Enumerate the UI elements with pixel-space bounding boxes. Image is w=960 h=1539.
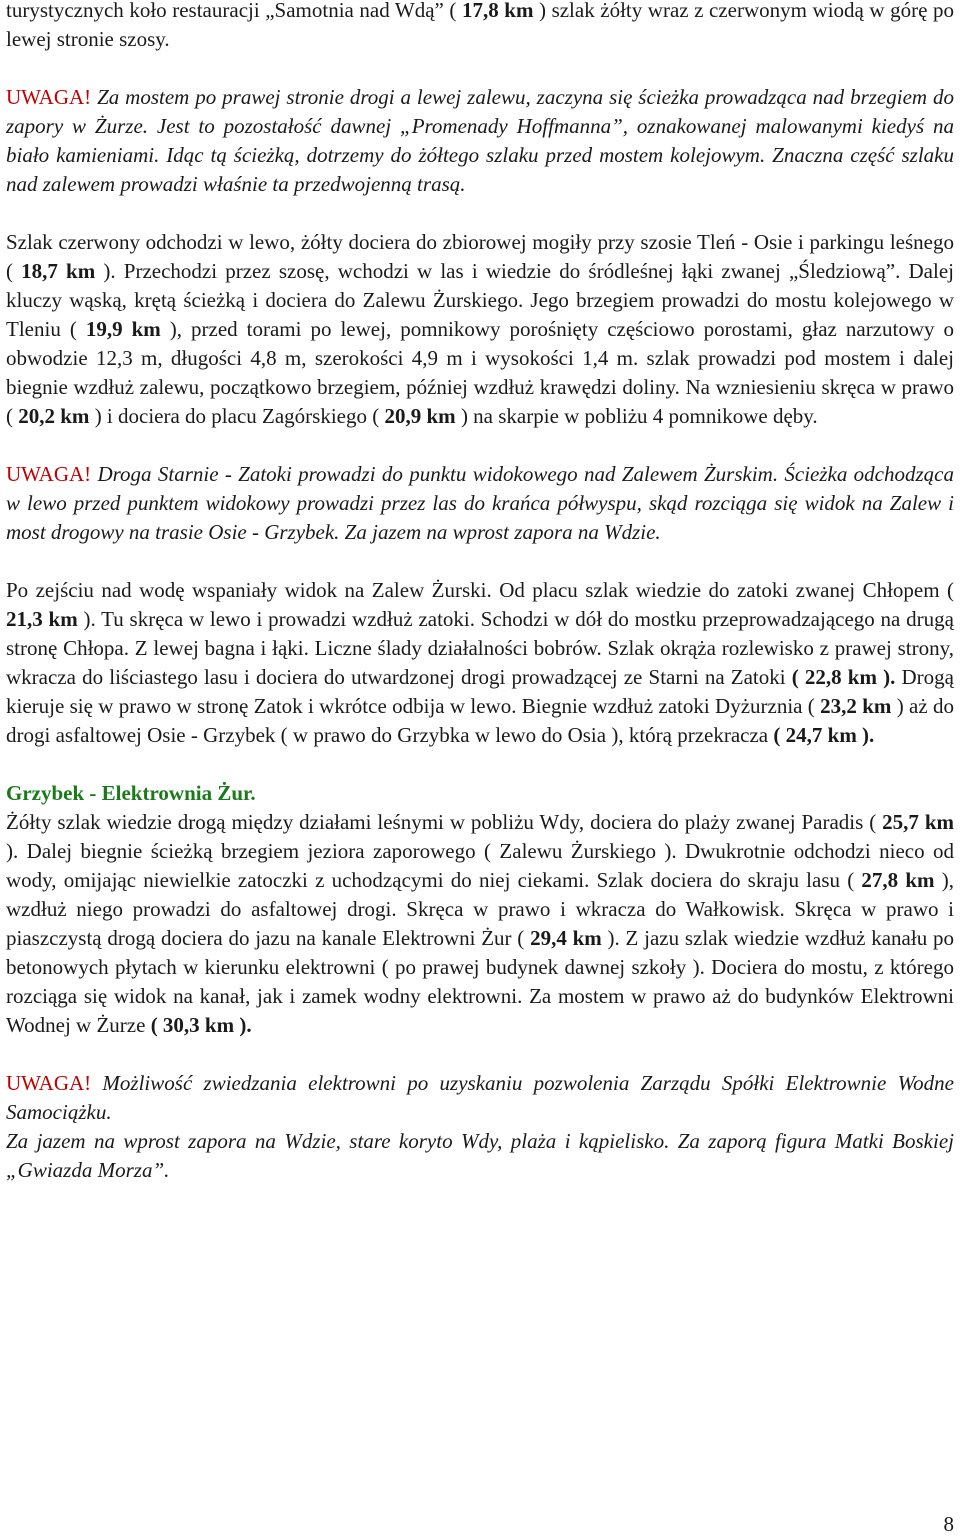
paragraph-3	[6, 228, 954, 431]
distance-marker: 21,3 km	[6, 607, 78, 631]
warning-label: UWAGA!	[6, 85, 92, 109]
text-span: Żółty szlak wiedzie drogą między działami leśnymi w pobliżu Wdy, dociera do plaży zwanej Paradis (	[6, 810, 883, 834]
distance-marker: 27,8 km	[861, 868, 935, 892]
text-span: ) aż do drogi asfaltowej Osie - Grzybek ( w prawo do Grzybka w lewo do Osia ), którą przekracza	[6, 694, 954, 747]
text-span: Drogą kieruje się w prawo w stronę Zatok i wkrótce odbija w lewo. Biegnie wzdłuż zatoki Dyżurznia (	[6, 665, 954, 718]
paragraph-5	[6, 576, 954, 750]
paragraph-1	[6, 0, 954, 54]
paragraph-6-warning	[6, 1069, 954, 1127]
text-span: ) na skarpie w pobliżu 4 pomnikowe dęby.	[455, 404, 818, 428]
warning-text: Możliwość zwiedzania elektrowni po uzyskaniu pozwolenia Zarządu Spółki Elektrownie Wodne Samociążku.	[6, 1071, 954, 1124]
warning-label: UWAGA!	[6, 462, 92, 486]
text-span: Po zejściu nad wodę wspaniały widok na Zalew Żurski. Od placu szlak wiedzie do zatoki zwanej Chłopem (	[6, 578, 954, 602]
text-span: Szlak czerwony odchodzi w lewo, żółty dociera do zbiorowej mogiły przy szosie Tleń - Osie i parkingu leśnego (	[6, 230, 954, 283]
paragraph-7	[6, 1127, 954, 1185]
distance-marker: 20,2 km	[18, 404, 90, 428]
distance-marker: 19,9 km	[85, 317, 161, 341]
paragraph-4-warning	[6, 460, 954, 547]
text-span: ) szlak żółty wraz z czerwonym wiodą w górę po lewej stronie szosy.	[6, 0, 954, 51]
text-span: Za jazem na wprost zapora na Wdzie, stare koryto Wdy, plaża i kąpielisko. Za zaporą figura Matki Boskiej „Gwiazda Morza”.	[6, 1129, 954, 1182]
text-span: ) i dociera do placu Zagórskiego (	[89, 404, 385, 428]
text-span: ). Z jazu szlak wiedzie wzdłuż kanału po betonowych płytach w kierunku elektrowni ( po prawej budynek dawnej szkoły ). Dociera do mostu, z którego rozciąga się widok na kanał, jak i zamek wodny elektrowni. Za mostem w prawo aż do budynków Elektrowni Wodnej w Żurze	[6, 926, 954, 1037]
section-heading	[6, 779, 954, 808]
text-span: ). Dalej biegnie ścieżką brzegiem jeziora zaporowego ( Zalewu Żurskiego ). Dwukrotnie odchodzi nieco od wody, omijając niewielkie zatoczki z uchodzącymi do niej ciekami. Szlak dociera do skraju lasu (	[6, 839, 954, 892]
document-page	[6, 0, 954, 1185]
distance-marker: 17,8 km	[461, 0, 534, 22]
warning-text: Za mostem po prawej stronie drogi a lewej zalewu, zaczyna się ścieżka prowadząca nad brzegiem do zapory w Żurze. Jest to pozostałość dawnej „Promenady Hoffmanna”, oznakowanej malowanymi kiedyś na biało kamieniami. Idąc tą ścieżką, dotrzemy do żółtego szlaku przed mostem kolejowym. Znaczna część szlaku nad zalewem prowadzi właśnie ta przedwojenną trasą.	[6, 85, 954, 196]
text-span: ), wzdłuż niego prowadzi do asfaltowej drogi. Skręca w prawo i wkracza do Wałkowisk. Skręca w prawo i piaszczystą drogą dociera do jazu na kanale Elektrowni Żur (	[6, 868, 954, 950]
warning-text: Droga Starnie - Zatoki prowadzi do punktu widokowego nad Zalewem Żurskim. Ścieżka odchodząca w lewo przed punktem widokowy prowadzi przez las do krańca półwyspu, skąd rozciąga się widok na Zalew i most drogowy na trasie Osie - Grzybek. Za jazem na wprost zapora na Wdzie.	[6, 462, 954, 544]
distance-marker: ( 30,3 km ).	[150, 1013, 252, 1037]
text-span: ). Przechodzi przez szosę, wchodzi w las i wiedzie do śródleśnej łąki zwanej „Śledziową”. Dalej kluczy wąską, krętą ścieżką i dociera do Zalewu Żurskiego. Jego brzegiem prowadzi do mostu kolejowego w Tleniu (	[6, 259, 954, 341]
warning-label: UWAGA!	[6, 1071, 92, 1095]
section-title: Grzybek - Elektrownia Żur.	[6, 781, 256, 805]
section-paragraph	[6, 808, 954, 1040]
distance-marker: 20,9 km	[384, 404, 456, 428]
text-span: ), przed torami po lewej, pomnikowy porośnięty częściowo porostami, głaz narzutowy o obwodzie 12,3 m, długości 4,8 m, szerokości 4,9 m i wysokości 1,4 m. szlak prowadzi pod mostem i dalej biegnie wzdłuż zalewu, początkowo brzegiem, później wzdłuż krawędzi doliny. Na wzniesieniu skręca w prawo (	[6, 317, 955, 428]
text-span: ). Tu skręca w lewo i prowadzi wzdłuż zatoki. Schodzi w dół do mostku przeprowadzającego na drugą stronę Chłopa. Z lewej bagna i łąki. Liczne ślady działalności bobrów. Szlak okrąża rozlewisko z prawej strony, wkracza do liściastego lasu i dociera do utwardzonej drogi prowadzącej ze Starni na Zatoki	[6, 607, 954, 689]
distance-marker: 23,2 km	[820, 694, 892, 718]
distance-marker: 29,4 km	[530, 926, 602, 950]
text-span: turystycznych koło restauracji „Samotnia nad Wdą” (	[6, 0, 462, 22]
distance-marker: ( 22,8 km ).	[791, 665, 896, 689]
page-number: 8	[943, 1512, 954, 1536]
paragraph-2-warning	[6, 83, 954, 199]
distance-marker: 18,7 km	[21, 259, 96, 283]
distance-marker: ( 24,7 km ).	[773, 723, 875, 747]
distance-marker: 25,7 km	[882, 810, 954, 834]
